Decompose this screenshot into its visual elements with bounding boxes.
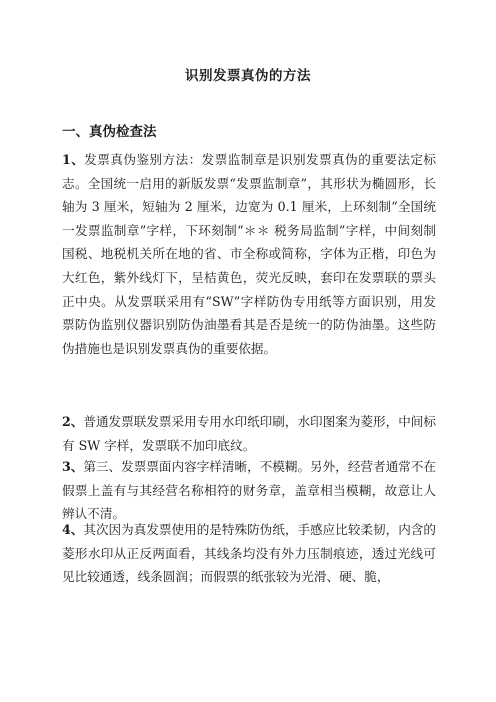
paragraph-text: 其次因为真发票使用的是特殊防伪纸，手感应比较柔韧，内含的菱形水印从正反两面看，其线条均没有外力压制痕迹，透过光线可见比较通透，线条圆润；而假票的纸张较为光滑、硬、脆， (62, 522, 436, 585)
paragraph-number: 3、 (62, 459, 84, 474)
paragraph-3 (62, 455, 436, 526)
paragraph-text: 普通发票联发票采用专用水印纸印刷，水印图案为菱形，中间标有 SW 字样，发票联不加印底纹。 (62, 414, 436, 453)
paragraph-1 (62, 148, 436, 360)
section-heading: 一、真伪检查法 (62, 124, 157, 140)
paragraph-number: 1、 (62, 152, 85, 167)
paragraph-2 (62, 410, 436, 457)
paragraph-text: 发票真伪鉴别方法：发票监制章是识别发票真伪的重要法定标志。全国统一启用的新版发票“发票监制章”，其形状为椭圆形，长轴为 3 厘米，短轴为 2 厘米，边宽为 0.1 厘米，上环刻制“全国统一发票监制章”字样，下环刻制“＊＊ 税务局监制”字样，中间刻制国税、地税机关所在地的省、市全称或简称，字体为正楷，印色为大红色，紫外线灯下，呈桔黄色，荧光反映，套印在发票联的票头正中央。从发票联采用有“SW”字样防伪专用纸等方面识别，用发票防伪监别仪器识别防伪油墨看其是否是统一的防伪油墨。这些防伪措施也是识别发票真伪的重要依据。 (62, 152, 437, 356)
paragraph-4 (62, 518, 436, 589)
paragraph-number: 4、 (62, 522, 84, 537)
paragraph-text: 第三、发票票面内容字样清晰，不模糊。另外，经营者通常不在假票上盖有与其经营名称相符的财务章，盖章相当模糊，故意让人辨认不清。 (62, 459, 436, 522)
paragraph-number: 2、 (62, 414, 84, 429)
document-title: 识别发票真伪的方法 (185, 68, 311, 84)
